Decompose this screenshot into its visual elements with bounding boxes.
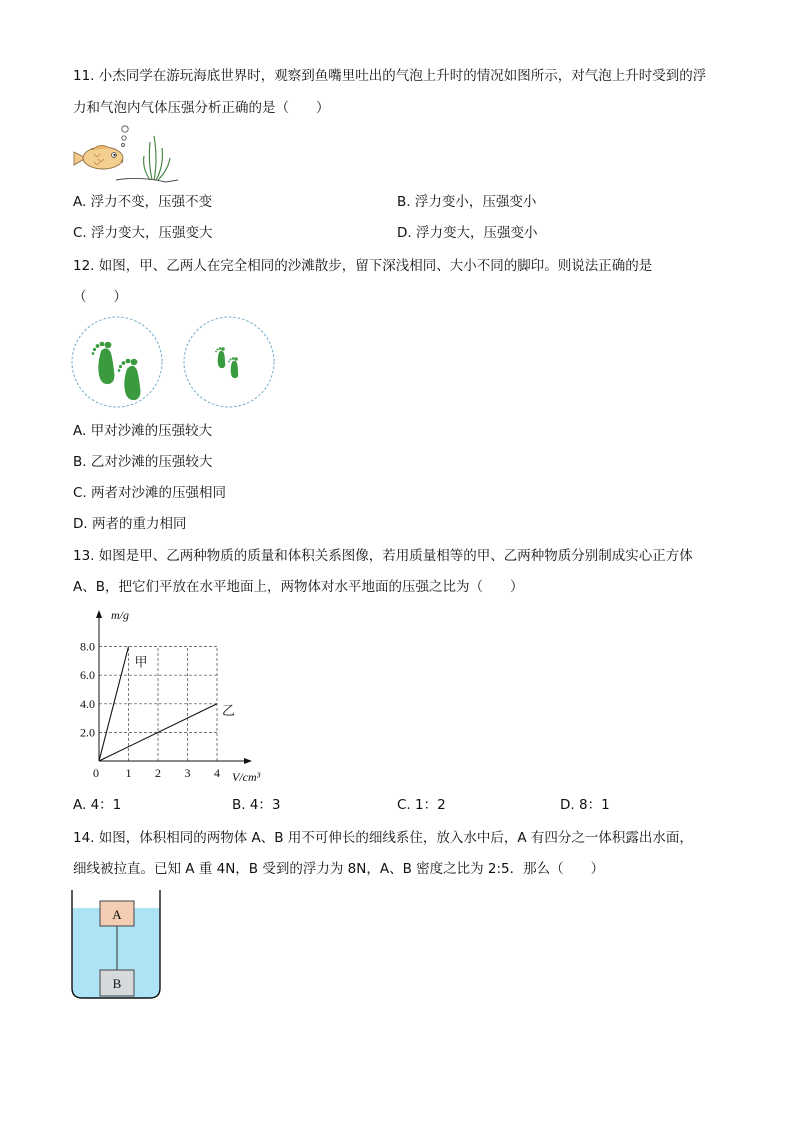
q13-option-b: B. 4：3 — [232, 797, 281, 813]
q12-option-d: D. 两者的重力相同 — [73, 516, 187, 532]
x-tick-label: 1 — [125, 766, 132, 780]
q14-line1: 14. 如图，体积相同的两物体 A、B 用不可伸长的细线系住，放入水中后，A 有四分之一体积露出水面， — [73, 830, 693, 846]
q12-line2: （ ） — [73, 289, 127, 305]
q11-option-a: A. 浮力不变，压强不变 — [73, 194, 213, 210]
q11-option-d: D. 浮力变大，压强变小 — [397, 225, 538, 241]
bubble-icon — [122, 126, 128, 132]
q11-line2: 力和气泡内气体压强分析正确的是（ ） — [73, 100, 330, 116]
mass-volume-chart — [70, 605, 280, 785]
x-tick-label: 0 — [93, 766, 99, 780]
y-tick-label: 4.0 — [80, 696, 95, 711]
q13-line2: A、B，把它们平放在水平地面上，两物体对水平地面的压强之比为（ ） — [73, 579, 524, 595]
y-axis-arrow-icon — [96, 610, 102, 618]
q13-option-a: A. 4：1 — [73, 797, 122, 813]
x-axis-arrow-icon — [244, 758, 252, 764]
q13-option-d: D. 8：1 — [560, 797, 610, 813]
block-a-label: A — [112, 907, 122, 922]
q12-line1: 12. 如图，甲、乙两人在完全相同的沙滩散步，留下深浅相同、大小不同的脚印。则说法正确的是 — [73, 258, 653, 274]
q12-option-c: C. 两者对沙滩的压强相同 — [73, 485, 227, 501]
q11-line1: 11. 小杰同学在游玩海底世界时，观察到鱼嘴里吐出的气泡上升时的情况如图所示，对气泡上升时受到的浮 — [73, 68, 707, 84]
q11-option-b: B. 浮力变小，压强变小 — [397, 194, 537, 210]
y-tick-label: 6.0 — [80, 668, 95, 683]
y-axis-label: m/g — [111, 608, 129, 622]
q11-option-c: C. 浮力变大，压强变大 — [73, 225, 213, 241]
fish-icon — [74, 145, 123, 169]
q12-option-b: B. 乙对沙滩的压强较大 — [73, 454, 213, 470]
fish-bubbles-figure — [70, 122, 182, 186]
q12-option-a: A. 甲对沙滩的压强较大 — [73, 423, 213, 439]
x-tick-label: 2 — [155, 766, 161, 780]
x-tick-label: 4 — [214, 766, 220, 780]
beaker-figure — [70, 888, 164, 1002]
seaweed-icon — [144, 136, 170, 180]
q13-line1: 13. 如图是甲、乙两种物质的质量和体积关系图像，若用质量相等的甲、乙两种物质分别制成实心正方体 — [73, 548, 693, 564]
q14-line2: 细线被拉直。已知 A 重 4N，B 受到的浮力为 8N，A、B 密度之比为 2:5．那么（ ） — [73, 861, 605, 877]
x-axis-label: V/cm³ — [232, 770, 261, 784]
seabed-line — [116, 178, 178, 182]
series-label: 乙 — [222, 703, 236, 719]
y-tick-label: 8.0 — [80, 639, 95, 654]
block-b-label: B — [112, 976, 122, 991]
footprints-figure — [71, 315, 277, 410]
bubble-icon — [122, 136, 126, 140]
large-footprints-icon — [92, 342, 141, 400]
small-footprints-icon — [215, 347, 238, 378]
y-tick-label: 2.0 — [80, 725, 95, 740]
bubble-icon — [122, 144, 125, 147]
series-label: 甲 — [134, 655, 148, 671]
footprint-circle-jia — [72, 317, 162, 407]
x-tick-label: 3 — [184, 766, 191, 780]
q13-option-c: C. 1：2 — [397, 797, 446, 813]
